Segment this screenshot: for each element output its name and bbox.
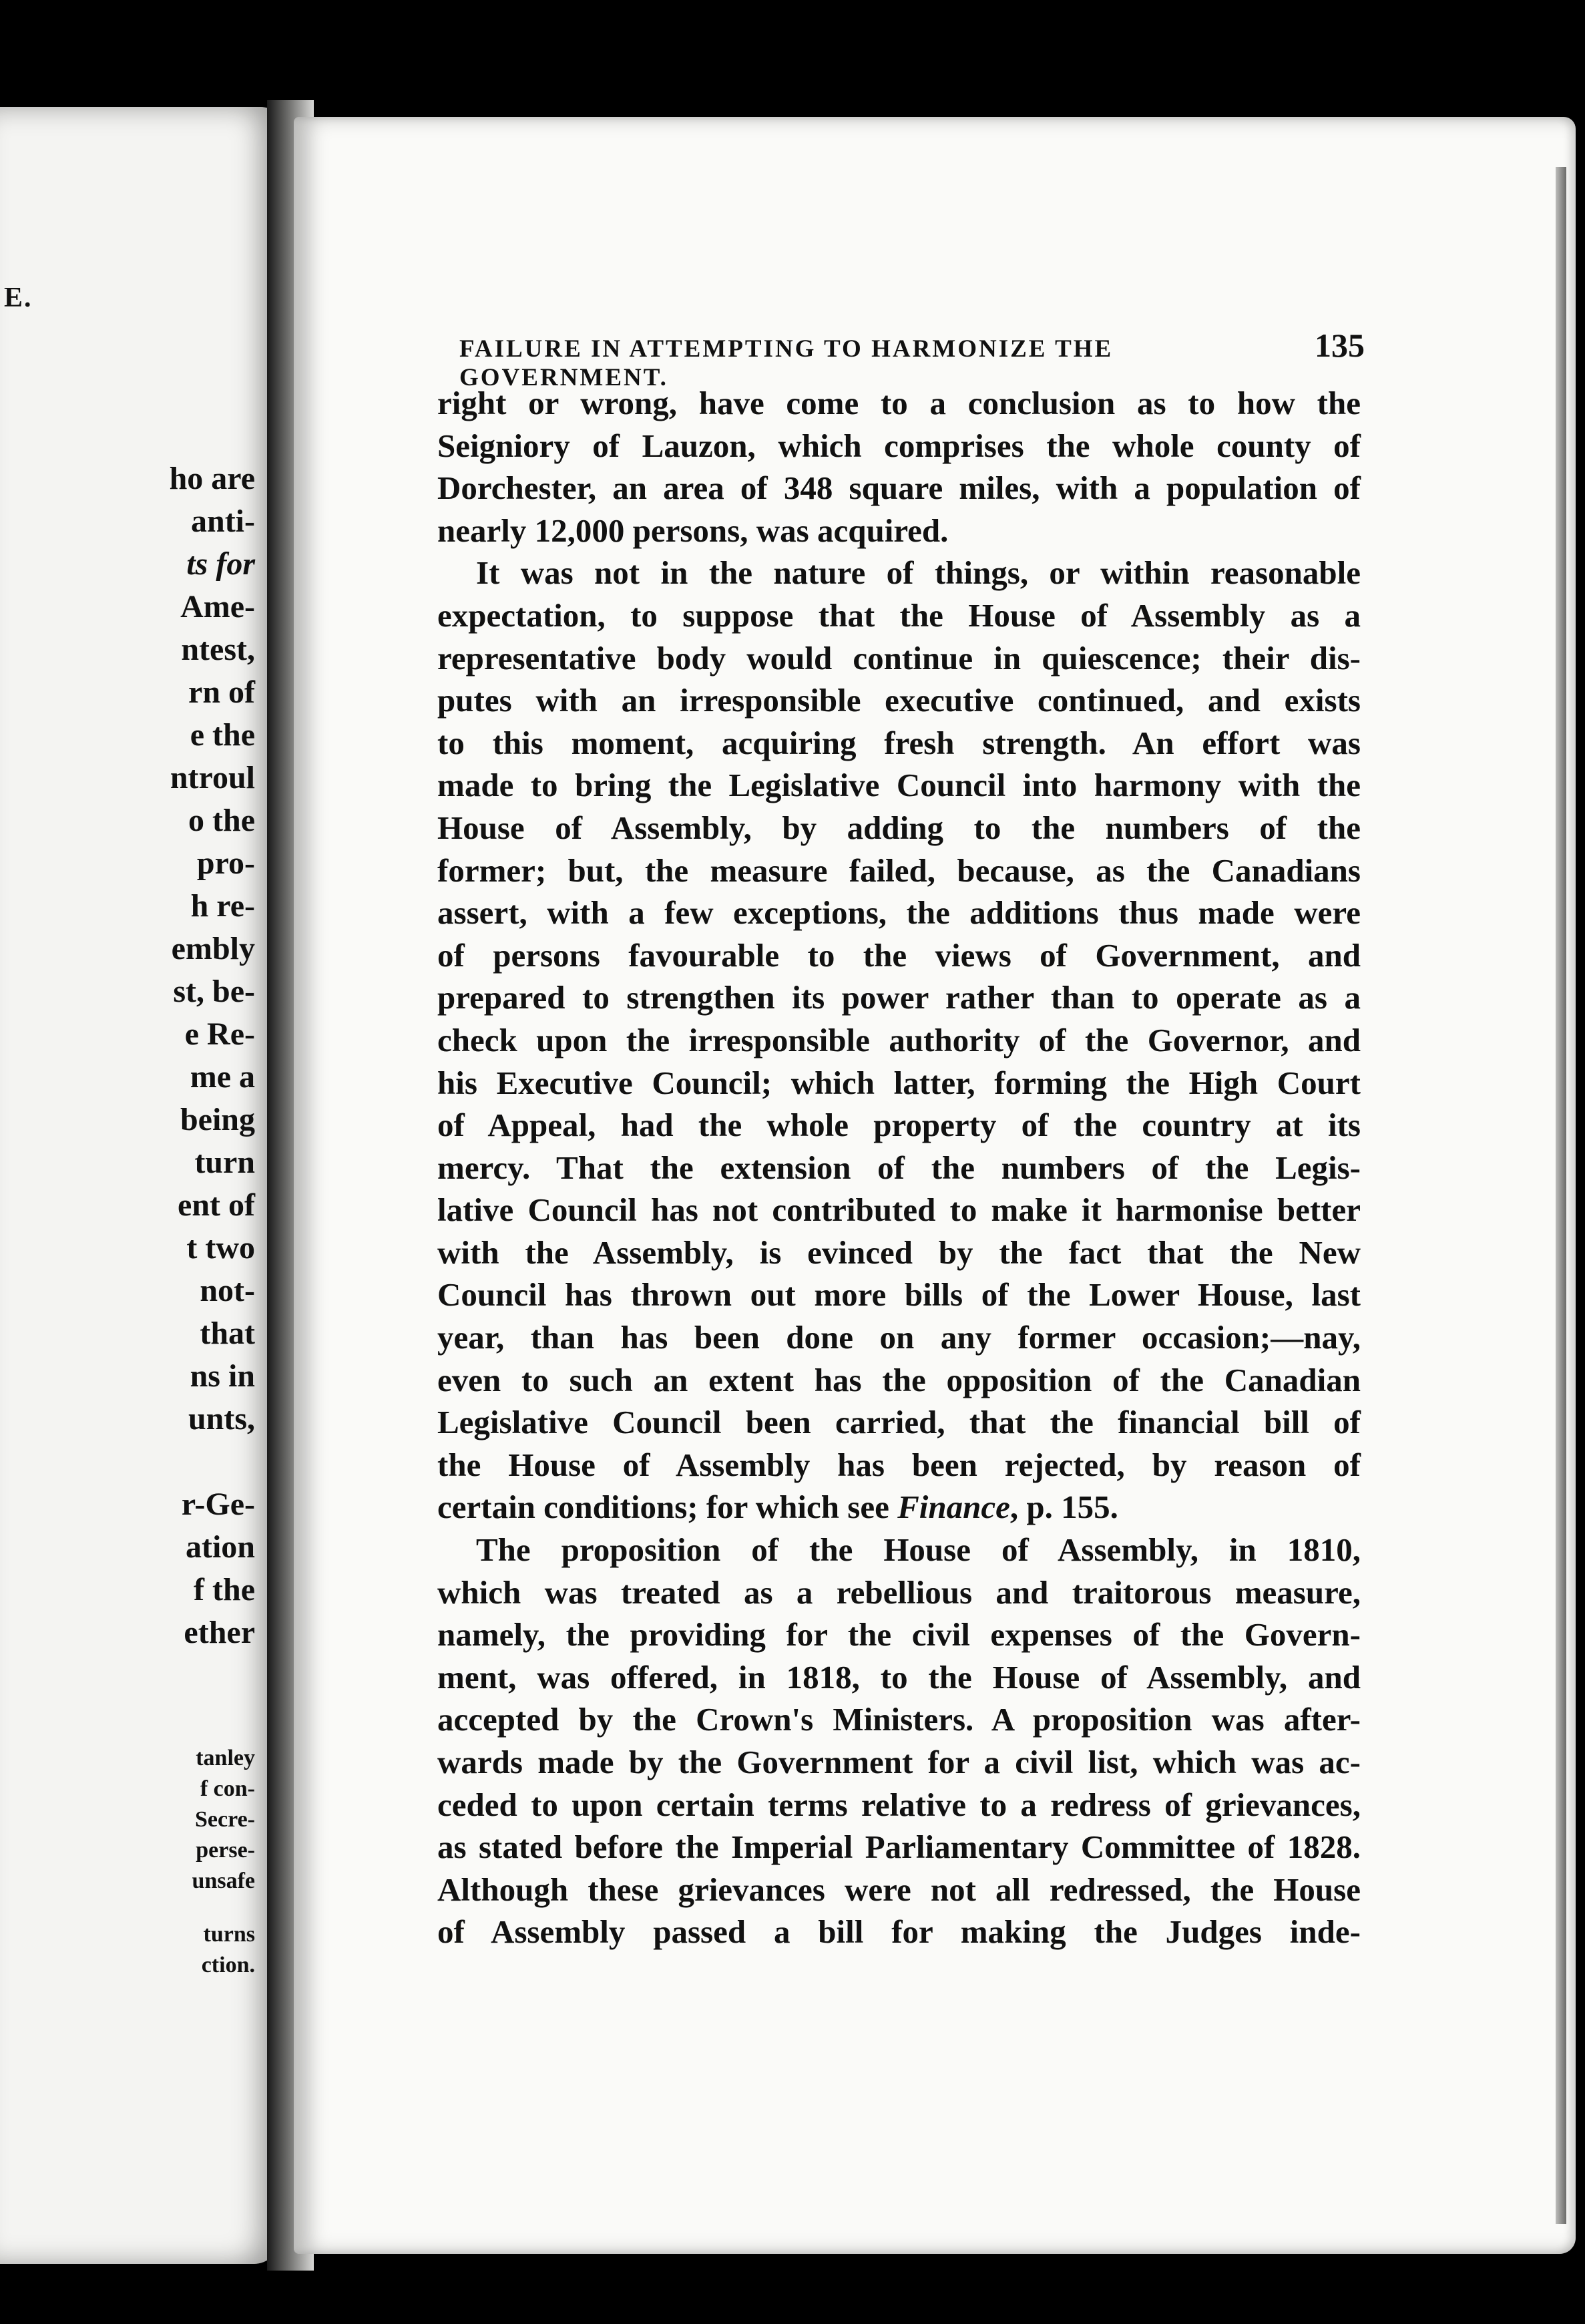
text-line: It was not in the nature of things, or within reasonable xyxy=(476,554,1361,592)
text-line: House of Assembly, by adding to the numbers of the xyxy=(437,809,1361,846)
text-line: former; but, the measure failed, because, as the Canadians xyxy=(437,851,1361,889)
facing-page-line: Ame- xyxy=(180,589,255,624)
text-line: of persons favourable to the views of Government, and xyxy=(437,936,1361,974)
text-line: prepared to strengthen its power rather than to operate as a xyxy=(437,979,1361,1016)
text-line: mercy. That the extension of the numbers of the Legis- xyxy=(437,1149,1361,1186)
text-line: expectation, to suppose that the House of Assembly as a xyxy=(437,596,1361,634)
facing-page-line: not- xyxy=(200,1273,255,1308)
facing-page-line: e the xyxy=(190,717,255,753)
text-line: The proposition of the House of Assembly, in 1810, xyxy=(476,1531,1361,1569)
page-number: 135 xyxy=(1315,327,1365,364)
text-segment: certain conditions; for which see xyxy=(437,1489,898,1526)
facing-page-line: e Re- xyxy=(184,1016,255,1052)
facing-page-footnote-line: f con- xyxy=(200,1776,255,1801)
facing-page-line: t two xyxy=(186,1230,255,1266)
text-line: Legislative Council been carried, that the financial bill of xyxy=(437,1404,1361,1441)
text-line: of Appeal, had the whole property of the country at its xyxy=(437,1107,1361,1144)
text-line: assert, with a few exceptions, the additions thus made were xyxy=(437,894,1361,932)
text-line xyxy=(437,1486,1361,1529)
text-line: his Executive Council; which latter, forming the High Court xyxy=(437,1064,1361,1101)
facing-page-line: ether xyxy=(184,1615,255,1650)
facing-page-footnote-line: turns xyxy=(203,1922,255,1947)
facing-page-line: o the xyxy=(188,803,255,838)
text-line: to this moment, acquiring fresh strength. An effort was xyxy=(437,724,1361,761)
text-line: of Assembly passed a bill for making the Judges inde- xyxy=(437,1913,1361,1951)
facing-page-footnote-line: unsafe xyxy=(192,1869,255,1893)
text-line: lative Council has not contributed to make it harmonise better xyxy=(437,1191,1361,1229)
facing-page xyxy=(0,107,280,2264)
text-line: putes with an irresponsible executive continued, and exists xyxy=(437,682,1361,719)
page-edge xyxy=(1556,167,1566,2224)
text-line: the House of Assembly has been rejected, by reason of xyxy=(437,1446,1361,1483)
facing-page-line: rn of xyxy=(188,674,255,710)
facing-page-line: ntroul xyxy=(170,760,255,795)
facing-page-line: ent of xyxy=(178,1187,255,1223)
text-line: even to such an extent has the opposition of the Canadian xyxy=(437,1361,1361,1398)
text-line: accepted by the Crown's Ministers. A proposition was after- xyxy=(437,1701,1361,1738)
text-line: Seigniory of Lauzon, which comprises the whole county of xyxy=(437,427,1361,464)
facing-page-running-head: E. xyxy=(4,282,33,313)
facing-page-line: turn xyxy=(194,1145,255,1180)
text-line: year, than has been done on any former occasion;—nay, xyxy=(437,1319,1361,1356)
facing-page-line xyxy=(170,1440,255,1483)
text-line: right or wrong, have come to a conclusion as to how the xyxy=(437,385,1361,421)
text-line: wards made by the Government for a civil list, which was ac- xyxy=(437,1744,1361,1780)
text-line: as stated before the Imperial Parliamentary Committee of 1828. xyxy=(437,1828,1361,1866)
text-line: ment, was offered, in 1818, to the House of Assembly, and xyxy=(437,1658,1361,1696)
facing-page-footnotes xyxy=(192,1743,255,1981)
text-line: Dorchester, an area of 348 square miles, with a population of xyxy=(437,469,1361,507)
facing-page-line: ho are xyxy=(169,461,255,496)
text-line: check upon the irresponsible authority of the Governor, and xyxy=(437,1021,1361,1058)
facing-page-footnote-line xyxy=(192,1897,255,1919)
facing-page-line: being xyxy=(180,1102,255,1137)
text-line: with the Assembly, is evinced by the fact that the New xyxy=(437,1233,1361,1271)
facing-page-line: ntest, xyxy=(181,632,255,667)
facing-page-text xyxy=(170,457,255,1654)
text-line: ceded to upon certain terms relative to a redress of grievances, xyxy=(437,1786,1361,1823)
body-text xyxy=(437,382,1361,1953)
facing-page-line: that xyxy=(200,1316,255,1351)
text-line: representative body would continue in quiescence; their dis- xyxy=(437,639,1361,676)
facing-page-line: pro- xyxy=(196,845,255,881)
facing-page-footnote-line: perse- xyxy=(196,1838,255,1863)
facing-page-footnote-line: Secre- xyxy=(195,1807,255,1832)
facing-page-line: ns in xyxy=(190,1358,255,1394)
italic-reference: Finance xyxy=(897,1489,1010,1526)
text-line: nearly 12,000 persons, was acquired. xyxy=(437,512,949,549)
facing-page-line: embly xyxy=(171,931,255,966)
facing-page-footnote-line: tanley xyxy=(196,1746,255,1770)
running-title: FAILURE IN ATTEMPTING TO HARMONIZE THE GOVERNMENT. xyxy=(459,335,1114,391)
facing-page-line: anti- xyxy=(191,504,255,539)
facing-page-line: f the xyxy=(194,1572,255,1607)
facing-page-line: h re- xyxy=(190,888,255,924)
facing-page-line: unts, xyxy=(188,1401,255,1436)
text-line: namely, the providing for the civil expenses of the Govern- xyxy=(437,1616,1361,1654)
facing-page-line: me a xyxy=(190,1059,255,1095)
text-line: made to bring the Legislative Council into harmony with the xyxy=(437,767,1361,804)
text-line: which was treated as a rebellious and traitorous measure, xyxy=(437,1573,1361,1611)
text-segment: , p. 155. xyxy=(1009,1489,1118,1526)
facing-page-line: st, be- xyxy=(173,974,255,1009)
text-line: Council has thrown out more bills of the Lower House, last xyxy=(437,1276,1361,1314)
facing-page-line: ts for xyxy=(186,546,255,582)
facing-page-line: r-Ge- xyxy=(181,1487,255,1522)
facing-page-line: ation xyxy=(185,1529,255,1565)
text-line: Although these grievances were not all redressed, the House xyxy=(437,1871,1361,1908)
facing-page-footnote-line: ction. xyxy=(201,1953,255,1977)
